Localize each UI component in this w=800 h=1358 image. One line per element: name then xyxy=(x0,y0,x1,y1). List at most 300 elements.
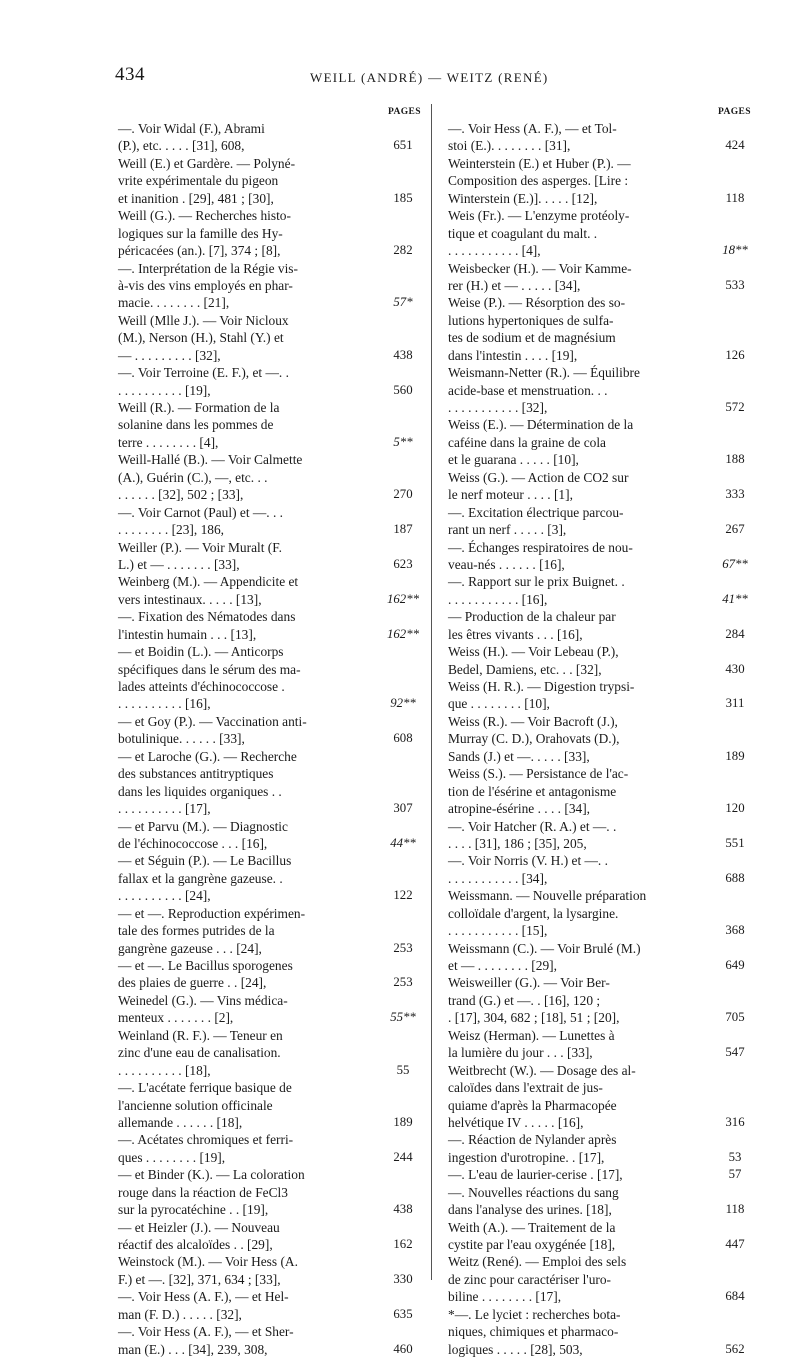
index-line xyxy=(118,818,426,835)
index-line xyxy=(118,1236,426,1253)
entry-text: caféine dans la graine de cola xyxy=(448,434,606,450)
entry-text: atropine-ésérine . . . . [34], xyxy=(448,801,591,817)
page-ref: 162** xyxy=(387,626,419,641)
index-line xyxy=(448,870,762,887)
entry-text: dans les liquides organiques . . xyxy=(118,783,282,799)
entry-text: allemande . . . . . . [18], xyxy=(118,1114,243,1130)
entry-text: Weinedel (G.). — Vins médica- xyxy=(118,992,288,1008)
entry-text: — et Binder (K.). — La coloration xyxy=(118,1167,305,1183)
entry-text: (A.), Guérin (C.), —, etc. . . xyxy=(118,469,268,485)
index-line xyxy=(448,713,762,730)
index-line xyxy=(448,661,762,678)
page-ref: 311 xyxy=(725,696,745,711)
index-line xyxy=(448,556,762,573)
index-line xyxy=(448,1062,762,1079)
page-ref: 608 xyxy=(393,731,413,746)
index-line xyxy=(118,190,426,207)
entry-text: rer (H.) et — . . . . . [34], xyxy=(448,277,581,293)
entry-text: Weissmann. — Nouvelle préparation xyxy=(448,888,647,904)
entry-text: . . . . . . . . . . [17], xyxy=(118,801,211,817)
entry-text: quiame d'après la Pharmacopée xyxy=(448,1097,617,1113)
entry-text: . . . . [31], 186 ; [35], 205, xyxy=(448,835,587,851)
index-line xyxy=(118,608,426,625)
index-line xyxy=(448,1219,762,1236)
page-ref: 5** xyxy=(393,434,413,449)
page-ref: 330 xyxy=(393,1271,413,1286)
page-ref: 55** xyxy=(390,1010,416,1025)
index-line xyxy=(118,1114,426,1131)
entry-text: Weill (Mlle J.). — Voir Nicloux xyxy=(118,312,289,328)
entry-text: trand (G.) et —. . [16], 120 ; xyxy=(448,992,601,1008)
entry-text: ingestion d'urotropine. . [17], xyxy=(448,1149,605,1165)
entry-text: . . . . . . . . . . . [34], xyxy=(448,870,548,886)
page-ref: 44** xyxy=(390,835,416,850)
entry-text: Weiss (H. R.). — Digestion trypsi- xyxy=(448,679,635,694)
entry-text: menteux . . . . . . . [2], xyxy=(118,1010,234,1026)
entry-text: zinc d'une eau de canalisation. xyxy=(118,1045,281,1061)
index-line xyxy=(448,922,762,939)
index-line xyxy=(448,608,762,625)
entry-text: sur la pyrocatéchine . . [19], xyxy=(118,1202,269,1218)
entry-text: Weiss (R.). — Voir Bacroft (J.), xyxy=(448,713,618,729)
index-line xyxy=(118,748,426,765)
index-line xyxy=(118,678,426,695)
entry-text: des plaies de guerre . . [24], xyxy=(118,975,267,991)
entry-text: —. Nouvelles réactions du sang xyxy=(448,1184,619,1200)
index-line xyxy=(118,1306,426,1323)
index-line xyxy=(118,1149,426,1166)
page-ref: 547 xyxy=(725,1045,745,1060)
index-line xyxy=(448,678,762,695)
entry-text: l'intestin humain . . . [13], xyxy=(118,626,257,642)
index-line xyxy=(118,1131,426,1148)
entry-text: les êtres vivants . . . [16], xyxy=(448,626,583,642)
entry-text: — et Heizler (J.). — Nouveau xyxy=(118,1219,280,1235)
index-line xyxy=(118,887,426,904)
index-line xyxy=(118,347,426,364)
index-line xyxy=(448,1201,762,1218)
entry-text: . . . . . . . . . . [16], xyxy=(118,696,211,712)
entry-text: solanine dans les pommes de xyxy=(118,417,274,433)
entry-text: —. Fixation des Nématodes dans xyxy=(118,609,296,625)
index-line xyxy=(118,957,426,974)
page-ref: 562 xyxy=(725,1341,745,1356)
index-line xyxy=(448,277,762,294)
index-line xyxy=(448,242,762,259)
entry-text: l'ancienne solution officinale xyxy=(118,1097,273,1113)
column-divider xyxy=(431,104,432,1280)
entry-text: —. Échanges respiratoires de nou- xyxy=(448,539,633,555)
entry-text: Bedel, Damiens, etc. . . [32], xyxy=(448,661,602,677)
index-line xyxy=(448,1149,762,1166)
page-ref: 438 xyxy=(393,347,413,362)
entry-text: la lumière du jour . . . [33], xyxy=(448,1045,593,1061)
entry-text: lades atteints d'échinococcose . xyxy=(118,679,285,694)
index-line xyxy=(448,225,762,242)
entry-text: —. Voir Hess (A. F.), — et Sher- xyxy=(118,1324,294,1340)
entry-text: Weill-Hallé (B.). — Voir Calmette xyxy=(118,452,303,468)
index-line xyxy=(448,1288,762,1305)
index-line xyxy=(448,765,762,782)
entry-text: dans l'intestin . . . . [19], xyxy=(448,347,578,363)
entry-text: à-vis des vins employés en phar- xyxy=(118,277,293,293)
index-line xyxy=(448,312,762,329)
page-ref: 18** xyxy=(722,243,748,258)
index-line xyxy=(448,1009,762,1026)
entry-text: *—. Le lyciet : recherches bota- xyxy=(448,1306,621,1322)
page-ref: 120 xyxy=(725,801,745,816)
page-ref: 270 xyxy=(393,487,413,502)
index-line xyxy=(448,818,762,835)
index-line xyxy=(448,1097,762,1114)
entry-text: . . . . . . . . [23], 186, xyxy=(118,522,225,538)
index-line xyxy=(118,225,426,242)
entry-text: Weiss (H.). — Voir Lebeau (P.), xyxy=(448,644,619,660)
entry-text: lutions hypertoniques de sulfa- xyxy=(448,312,614,328)
entry-text: helvétique IV . . . . . [16], xyxy=(448,1114,584,1130)
index-line xyxy=(448,120,762,137)
entry-text: de l'échinococcose . . . [16], xyxy=(118,835,268,851)
entry-text: stoi (E.). . . . . . . . [31], xyxy=(448,138,571,154)
entry-text: gangrène gazeuse . . . [24], xyxy=(118,940,262,956)
right-column xyxy=(448,120,762,1358)
index-line xyxy=(448,1114,762,1131)
page-ref: 122 xyxy=(393,888,413,903)
running-head: WEILL (ANDRÉ) — WEITZ (RENÉ) xyxy=(310,70,549,85)
entry-text: Weisz (Herman). — Lunettes à xyxy=(448,1027,615,1043)
index-line xyxy=(448,207,762,224)
index-line xyxy=(118,730,426,747)
page-ref: 53 xyxy=(728,1149,742,1164)
page-ref: 185 xyxy=(393,190,413,205)
index-line xyxy=(448,695,762,712)
entry-text: logiques sur la famille des Hy- xyxy=(118,225,283,241)
index-line xyxy=(448,347,762,364)
entry-text: . . . . . . . . . . [19], xyxy=(118,382,211,398)
entry-text: (M.), Nerson (H.), Stahl (Y.) et xyxy=(118,330,284,346)
index-line xyxy=(118,260,426,277)
page-ref: 118 xyxy=(725,1202,745,1217)
index-line xyxy=(448,190,762,207)
index-line xyxy=(118,1027,426,1044)
entry-text: caloïdes dans l'extrait de jus- xyxy=(448,1080,603,1096)
entry-text: Weith (A.). — Traitement de la xyxy=(448,1219,616,1235)
index-line xyxy=(118,870,426,887)
entry-text: Weiller (P.). — Voir Muralt (F. xyxy=(118,539,282,555)
entry-text: — Production de la chaleur par xyxy=(448,609,616,625)
page-ref: 126 xyxy=(725,347,745,362)
index-line xyxy=(118,504,426,521)
page-ref: 55 xyxy=(396,1062,410,1077)
index-line xyxy=(118,1201,426,1218)
entry-text: terre . . . . . . . . [4], xyxy=(118,434,219,450)
index-line xyxy=(448,399,762,416)
entry-text: . . . . . . . . . . [24], xyxy=(118,888,211,904)
entry-text: Weill (G.). — Recherches histo- xyxy=(118,208,291,224)
index-line xyxy=(118,172,426,189)
entry-text: — . . . . . . . . . [32], xyxy=(118,347,221,363)
index-line xyxy=(118,922,426,939)
entry-text: Weinterstein (E.) et Huber (P.). — xyxy=(448,155,631,171)
entry-text: fallax et la gangrène gazeuse. . xyxy=(118,870,283,886)
index-line xyxy=(448,1306,762,1323)
page-ref: 533 xyxy=(725,277,745,292)
page-ref: 460 xyxy=(393,1341,413,1356)
page-ref: 368 xyxy=(725,923,745,938)
entry-text: et — . . . . . . . . [29], xyxy=(448,958,557,973)
entry-text: —. Excitation électrique parcou- xyxy=(448,504,624,520)
entry-text: F.) et —. [32], 371, 634 ; [33], xyxy=(118,1271,281,1287)
index-line xyxy=(118,155,426,172)
index-line xyxy=(448,504,762,521)
index-line xyxy=(448,1044,762,1061)
entry-text: tion de l'ésérine et antagonisme xyxy=(448,783,617,799)
entry-text: logiques . . . . . [28], 503, xyxy=(448,1341,583,1357)
entry-text: acide-base et menstruation. . . xyxy=(448,382,608,398)
entry-text: que . . . . . . . . [10], xyxy=(448,696,550,712)
index-line xyxy=(448,643,762,660)
entry-text: et inanition . [29], 481 ; [30], xyxy=(118,190,274,206)
page-ref: 188 xyxy=(725,452,745,467)
page-ref: 333 xyxy=(725,487,745,502)
index-line xyxy=(118,399,426,416)
index-line xyxy=(118,1044,426,1061)
entry-text: (P.), etc. . . . . [31], 608, xyxy=(118,138,245,154)
entry-text: —. L'acétate ferrique basique de xyxy=(118,1080,292,1096)
entry-text: —. Réaction de Nylander après xyxy=(448,1132,617,1148)
entry-text: —. Voir Carnot (Paul) et —. . . xyxy=(118,504,284,520)
entry-text: niques, chimiques et pharmaco- xyxy=(448,1324,619,1340)
entry-text: le nerf moteur . . . . [1], xyxy=(448,487,573,503)
entry-text: des substances antitryptiques xyxy=(118,766,274,782)
index-line xyxy=(118,1166,426,1183)
index-line xyxy=(118,661,426,678)
entry-text: botulinique. . . . . . [33], xyxy=(118,731,245,747)
index-line xyxy=(118,591,426,608)
entry-text: Weitbrecht (W.). — Dosage des al- xyxy=(448,1062,636,1078)
page-ref: 57* xyxy=(393,295,413,310)
entry-text: . . . . . . . . . . . [16], xyxy=(448,591,548,607)
page-ref: 635 xyxy=(393,1306,413,1321)
page-ref: 267 xyxy=(725,522,745,537)
index-line xyxy=(448,887,762,904)
entry-text: Weiss (G.). — Action de CO2 sur xyxy=(448,469,629,485)
index-line xyxy=(118,1097,426,1114)
entry-text: L.) et — . . . . . . . [33], xyxy=(118,556,240,572)
entry-text: . . . . . . . . . . . [32], xyxy=(448,400,548,415)
page-ref: 284 xyxy=(725,626,745,641)
page-ref: 189 xyxy=(725,748,745,763)
index-line xyxy=(118,800,426,817)
index-line xyxy=(448,992,762,1009)
index-line xyxy=(118,329,426,346)
entry-text: Murray (C. D.), Orahovats (D.), xyxy=(448,731,620,747)
entry-text: spécifiques dans le sérum des ma- xyxy=(118,661,301,677)
entry-text: Weise (P.). — Résorption des so- xyxy=(448,295,626,311)
index-line xyxy=(448,957,762,974)
index-line xyxy=(118,713,426,730)
index-line xyxy=(118,242,426,259)
entry-text: rouge dans la réaction de FeCl3 xyxy=(118,1184,288,1200)
index-line xyxy=(448,852,762,869)
index-line xyxy=(448,591,762,608)
page-ref: 572 xyxy=(725,400,745,414)
page-ref: 67** xyxy=(722,556,748,571)
page-ref: 118 xyxy=(725,190,745,205)
page-ref: 187 xyxy=(393,522,413,537)
page-ref: 705 xyxy=(725,1010,745,1025)
index-line xyxy=(118,120,426,137)
entry-text: Weitz (René). — Emploi des sels xyxy=(448,1254,627,1270)
entry-text: biline . . . . . . . . [17], xyxy=(448,1289,562,1305)
index-line xyxy=(118,1184,426,1201)
index-line xyxy=(118,695,426,712)
entry-text: —. L'eau de laurier-cerise . [17], xyxy=(448,1167,623,1183)
index-line xyxy=(118,1009,426,1026)
index-line xyxy=(448,382,762,399)
index-line xyxy=(118,434,426,451)
entry-text: —. Voir Norris (V. H.) et —. . xyxy=(448,853,608,869)
entry-text: —. Interprétation de la Régie vis- xyxy=(118,260,298,276)
index-line xyxy=(118,137,426,154)
entry-text: — et —. Le Bacillus sporogenes xyxy=(118,958,293,973)
index-line xyxy=(448,329,762,346)
page-ref: 189 xyxy=(393,1114,413,1129)
page-ref: 551 xyxy=(725,835,745,850)
index-line xyxy=(118,1219,426,1236)
entry-text: Sands (J.) et —. . . . . [33], xyxy=(448,748,590,764)
entry-text: —. Rapport sur le prix Buignet. . xyxy=(448,574,625,590)
entry-text: — et Boidin (L.). — Anticorps xyxy=(118,644,284,660)
entry-text: Weisbecker (H.). — Voir Kamme- xyxy=(448,260,632,276)
entry-text: Weiss (S.). — Persistance de l'ac- xyxy=(448,766,629,782)
page-ref: 41** xyxy=(722,591,748,606)
entry-text: . . . . . . . . . . . [15], xyxy=(448,923,548,939)
entry-text: tale des formes putrides de la xyxy=(118,923,275,939)
page-ref: 162** xyxy=(387,591,419,606)
page-ref: 57 xyxy=(728,1167,742,1182)
entry-text: —. Voir Terroine (E. F.), et —. . xyxy=(118,365,289,381)
index-line xyxy=(118,312,426,329)
index-line xyxy=(448,835,762,852)
index-line xyxy=(118,1288,426,1305)
index-line xyxy=(118,416,426,433)
entry-text: Weill (R.). — Formation de la xyxy=(118,400,280,415)
page-ref: 438 xyxy=(393,1202,413,1217)
index-line xyxy=(118,1062,426,1079)
page-ref: 688 xyxy=(725,870,745,885)
page-ref: 307 xyxy=(393,801,413,816)
entry-text: dans l'analyse des urines. [18], xyxy=(448,1202,612,1218)
index-line xyxy=(448,521,762,538)
entry-text: Weissmann (C.). — Voir Brulé (M.) xyxy=(448,940,641,956)
index-line xyxy=(118,277,426,294)
index-line xyxy=(448,730,762,747)
page-ref: 282 xyxy=(393,243,413,258)
entry-text: Weinland (R. F.). — Teneur en xyxy=(118,1027,283,1043)
index-line xyxy=(118,940,426,957)
index-line xyxy=(448,172,762,189)
index-line xyxy=(448,1323,762,1340)
index-line xyxy=(448,748,762,765)
index-line xyxy=(448,905,762,922)
index-line xyxy=(118,643,426,660)
index-line xyxy=(118,382,426,399)
entry-text: Weinberg (M.). — Appendicite et xyxy=(118,574,299,590)
index-line xyxy=(448,974,762,991)
entry-text: veau-nés . . . . . . [16], xyxy=(448,556,565,572)
entry-text: —. Voir Widal (F.), Abrami xyxy=(118,121,265,136)
index-line xyxy=(118,539,426,556)
entry-text: Weis (Fr.). — L'enzyme protéoly- xyxy=(448,208,630,224)
entry-text: et le guarana . . . . . [10], xyxy=(448,452,579,468)
right-pages-header: PAGES xyxy=(718,107,751,117)
entry-text: . . . . . . . . . . [18], xyxy=(118,1062,211,1078)
index-line xyxy=(448,294,762,311)
index-line xyxy=(118,1271,426,1288)
entry-text: —. Voir Hess (A. F.), — et Tol- xyxy=(448,121,617,136)
index-line xyxy=(118,992,426,1009)
entry-text: vrite expérimentale du pigeon xyxy=(118,173,279,189)
entry-text: — et Laroche (G.). — Recherche xyxy=(118,748,297,764)
entry-text: macie. . . . . . . . [21], xyxy=(118,295,230,311)
index-line xyxy=(448,1341,762,1358)
index-line xyxy=(118,573,426,590)
entry-text: man (E.) . . . [34], 239, 308, xyxy=(118,1341,268,1357)
index-line xyxy=(118,835,426,852)
page-ref: 253 xyxy=(393,940,413,955)
index-line xyxy=(448,573,762,590)
entry-text: — et —. Reproduction expérimen- xyxy=(118,905,306,921)
index-line xyxy=(118,905,426,922)
index-line xyxy=(448,940,762,957)
index-line xyxy=(118,451,426,468)
entry-text: vers intestinaux. . . . . [13], xyxy=(118,591,262,607)
entry-text: tique et coagulant du malt. . xyxy=(448,225,598,241)
index-line xyxy=(118,486,426,503)
index-line xyxy=(448,260,762,277)
entry-text: . [17], 304, 682 ; [18], 51 ; [20], xyxy=(448,1010,620,1026)
index-line xyxy=(118,1253,426,1270)
index-line xyxy=(448,1131,762,1148)
index-line xyxy=(118,207,426,224)
index-line xyxy=(448,800,762,817)
index-line xyxy=(118,1079,426,1096)
entry-text: —. Voir Hess (A. F.), — et Hel- xyxy=(118,1289,289,1305)
index-line xyxy=(118,294,426,311)
entry-text: man (F. D.) . . . . . [32], xyxy=(118,1306,242,1322)
page-ref: 316 xyxy=(725,1114,745,1129)
index-line xyxy=(118,521,426,538)
index-line xyxy=(448,1184,762,1201)
index-line xyxy=(448,137,762,154)
index-line xyxy=(118,1341,426,1358)
index-line xyxy=(118,469,426,486)
entry-text: rant un nerf . . . . . [3], xyxy=(448,522,567,538)
index-line xyxy=(448,1166,762,1183)
page-ref: 623 xyxy=(393,556,413,571)
entry-text: —. Acétates chromiques et ferri- xyxy=(118,1132,294,1148)
entry-text: — et Séguin (P.). — Le Bacillus xyxy=(118,853,292,869)
index-line xyxy=(448,783,762,800)
page-ref: 244 xyxy=(393,1149,413,1164)
page-ref: 424 xyxy=(725,138,745,153)
entry-text: cystite par l'eau oxygénée [18], xyxy=(448,1237,616,1252)
entry-text: Weismann-Netter (R.). — Équilibre xyxy=(448,365,640,381)
page-ref: 162 xyxy=(393,1237,413,1251)
index-line xyxy=(118,783,426,800)
index-line xyxy=(448,1253,762,1270)
